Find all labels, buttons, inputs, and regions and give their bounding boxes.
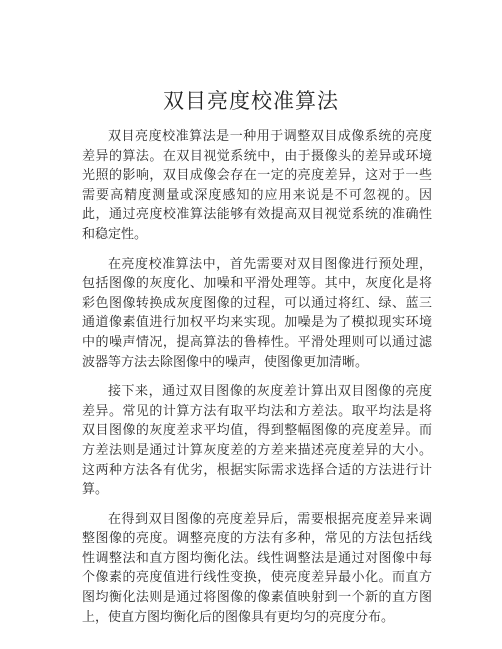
paragraph-1: 双目亮度校准算法是一种用于调整双目成像系统的亮度差异的算法。在双目视觉系统中，由于摄像头的差异或环境光照的影响，双目成像会存在一定的亮度差异，这对于一些需要高精度测量或深度感知的应用来说是不可忽视的。因此，通过亮度校准算法能够有效提高双目视觉系统的准确性和稳定性。 (82, 129, 432, 242)
paragraph-3: 接下来，通过双目图像的灰度差计算出双目图像的亮度差异。常见的计算方法有取平均法和方差法。取平均法是将双目图像的灰度差求平均值，得到整幅图像的亮度差异。而方差法则是通过计算灰度差的方差来描述亮度差异的大小。这两种方法各有优劣，根据实际需求选择合适的方法进行计算。 (82, 384, 432, 498)
document-title: 双目亮度校准算法 (163, 89, 339, 113)
paragraph-2: 在亮度校准算法中，首先需要对双目图像进行预处理，包括图像的灰度化、加噪和平滑处理等。其中，灰度化是将彩色图像转换成灰度图像的过程，可以通过将红、绿、蓝三通道像素值进行加权平均来实现。加噪是为了模拟现实环境中的噪声情况，提高算法的鲁棒性。平滑处理则可以通过滤波器等方法去除图像中的噪声，使图像更加清晰。 (82, 256, 432, 370)
paragraph-4: 在得到双目图像的亮度差异后，需要根据亮度差异来调整图像的亮度。调整亮度的方法有多种，常见的方法包括线性调整法和直方图均衡化法。线性调整法是通过对图像中每个像素的亮度值进行线性变换，使亮度差异最小化。而直方图均衡化法则是通过将图像的像素值映射到一个新的直方图上，使直方图均衡化后的图像具有更均匀的亮度分布。 (82, 511, 432, 625)
document-body (82, 127, 432, 637)
